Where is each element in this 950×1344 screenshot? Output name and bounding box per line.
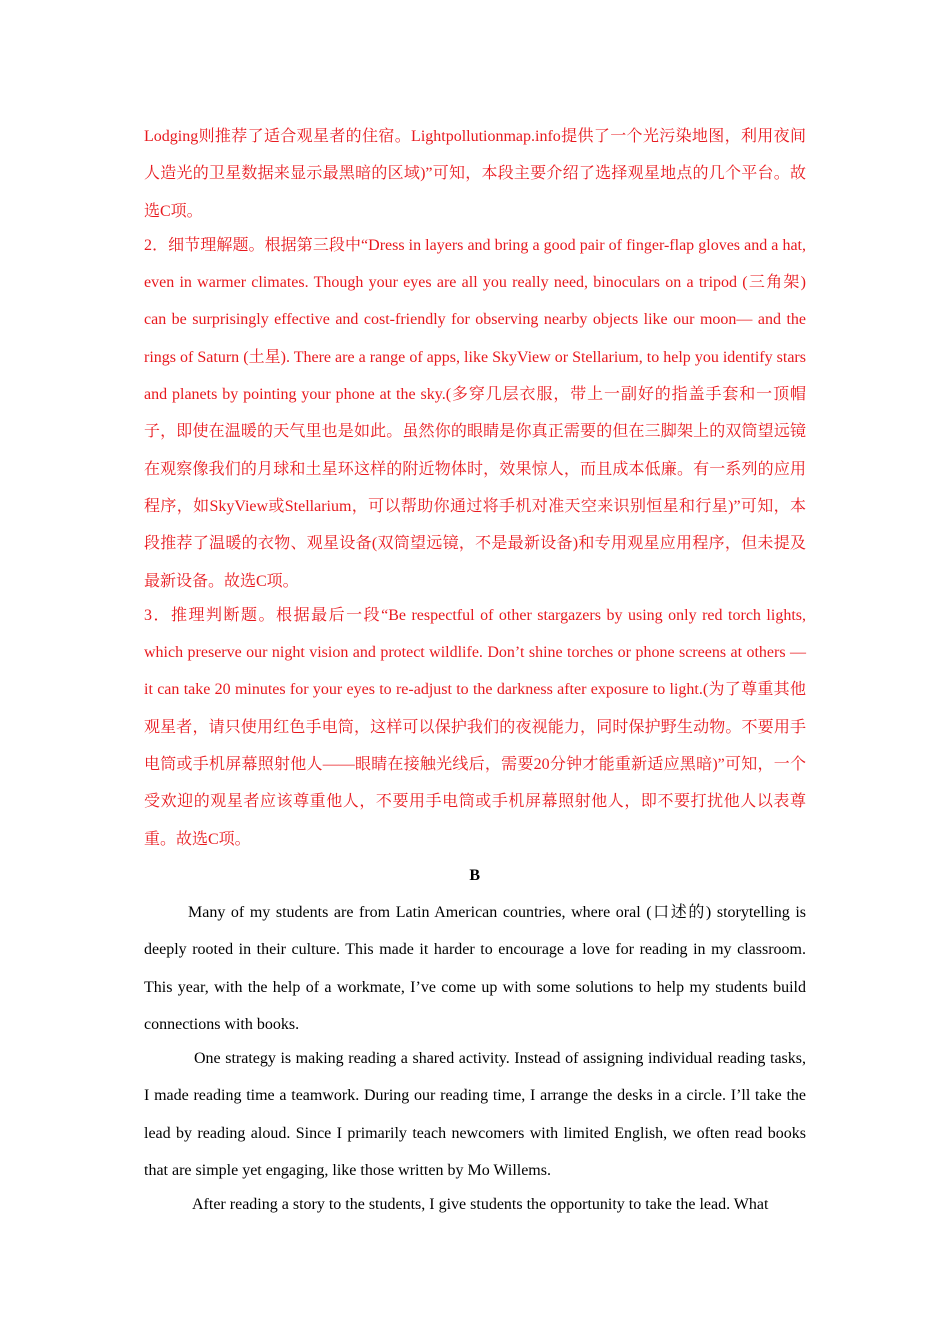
answer-item-2: 2．细节理解题。根据第三段中“Dress in layers and bring a good pair of finger-flap gloves and a hat, even in warmer climates. Though your eyes are all you really need, binoculars on a tripod (三角架) can be surprisingly effective and cost-friendly for observing nearby objects like our moon— and the rings of Saturn (土星). There are a range of apps, like SkyView or Stellarium, to help you identify stars and planets by pointing your phone at the sky.(多穿几层衣服，带上一副好的指盖手套和一顶帽子，即使在温暖的天气里也是如此。虽然你的眼睛是你真正需要的但在三脚架上的双筒望远镜在观察像我们的月球和土星环这样的附近物体时，效果惊人，而且成本低廉。有一系列的应用程序，如SkyView或Stellarium，可以帮助你通过将手机对准天空来识别恒星和行星)”可知，本段推荐了温暖的衣物、观星设备(双筒望远镜，不是最新设备)和专用观星应用程序，但未提及最新设备。故选C项。 bbox=[144, 236, 806, 590]
passage-paragraph: After reading a story to the students, I give students the opportunity to take the lead. What bbox=[192, 1196, 769, 1214]
passage-paragraph: Many of my students are from Latin American countries, where oral (口述的) storytelling is deeply rooted in their culture. This made it harder to encourage a love for reading in my classroom. This year, with the help of a workmate, I’ve come up with some solutions to help my students build connections with books. bbox=[144, 903, 806, 1033]
section-heading: B bbox=[469, 866, 481, 884]
answer-item-3: 3．推理判断题。根据最后一段“Be respectful of other stargazers by using only red torch lights, which preserve our night vision and protect wildlife. Don’t shine torches or phone screens at others — it can take 20 minutes for your eyes to re-adjust to the darkness after exposure to light.(为了尊重其他观星者，请只使用红色手电筒，这样可以保护我们的夜视能力，同时保护野生动物。不要用手电筒或手机屏幕照射他人——眼睛在接触光线后，需要20分钟才能重新适应黑暗)”可知，一个受欢迎的观星者应该尊重他人，不要用手电筒或手机屏幕照射他人，即不要打扰他人以表尊重。故选C项。 bbox=[144, 606, 806, 848]
passage-paragraph: One strategy is making reading a shared activity. Instead of assigning individual reading tasks, I made reading time a teamwork. During our reading time, I arrange the desks in a circle. I’ll take the lead by reading aloud. Since I primarily teach newcomers with limited English, we often read books that are simple yet engaging, like those written by Mo Willems. bbox=[144, 1050, 806, 1180]
answer-explanations bbox=[144, 118, 806, 858]
reading-passage bbox=[144, 894, 806, 1224]
answer-continuation: Lodging则推荐了适合观星者的住宿。Lightpollutionmap.info提供了一个光污染地图，利用夜间人造光的卫星数据来显示最黑暗的区域)”可知，本段主要介绍了选择观星地点的几个平台。故选C项。 bbox=[144, 128, 806, 220]
document-page bbox=[144, 118, 806, 1224]
